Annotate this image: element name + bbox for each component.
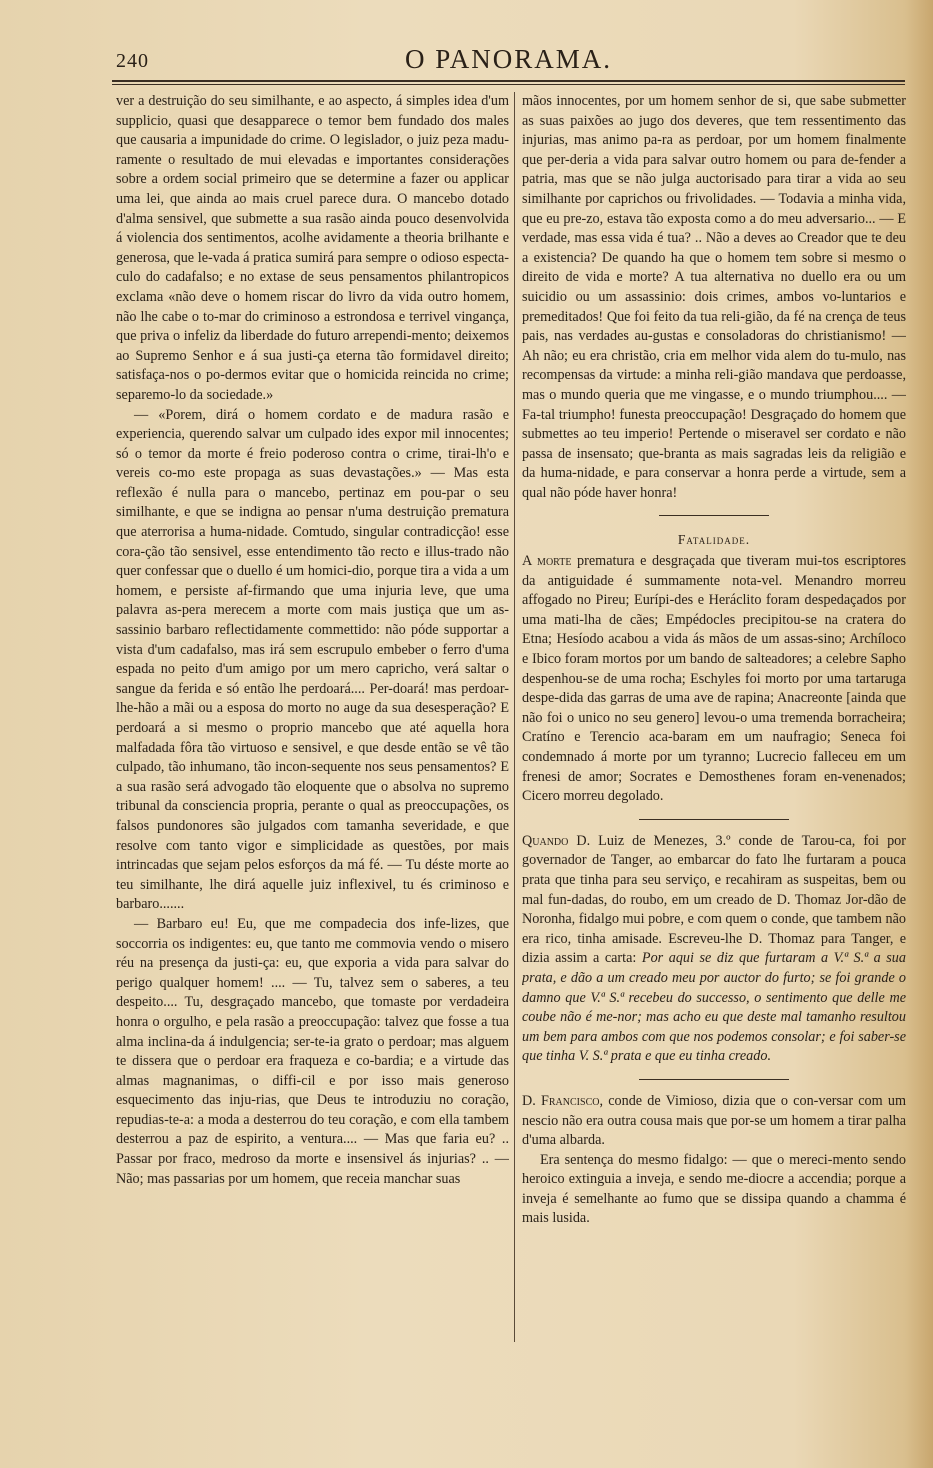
section-rule (639, 819, 789, 820)
header-rule-thin (112, 84, 905, 85)
quando-body: D. Luiz de Menezes, 3.º conde de Tarou-ca, foi por governador de Tanger, ao embarcar do fato lhe furtaram a pouca prata que tinha para seu serviço, e recahiram as suspeitas, bem ou mal fun-dadas, do roubo, em um creado de D. Thomaz Jor-dão de Noronha, fidalgo mui pobre, e com quem o conde, que tambem não era rico, tinha amisade. Escreveu-lhe D. Thomaz para Tanger, e dizia assim a carta: (522, 832, 906, 967)
francisco-paragraph-2: Era sentença do mesmo fidalgo: — que o mereci-mento sendo heroico extinguia a inveja, e sendo me-diocre a accendia; porque a inveja é semelhante ao fumo que se dissipa quando a chamma é mais lusida. (522, 1151, 906, 1227)
header-rule (112, 80, 905, 82)
left-column (116, 92, 509, 1362)
francisco-paragraph (522, 1092, 906, 1151)
section-rule (639, 1079, 789, 1080)
francisco-body: , conde de Vimioso, dizia que o con-versar com um nescio não era outra cousa mais que por-se um homem a tirar palha d'uma albarda. (522, 1092, 906, 1149)
left-paragraph-3: — Barbaro eu! Eu, que me compadecia dos infe-lizes, que soccorria os indigentes: eu, que tanto me commovia vendo o misero réu na presença da justi-ça: eu, que exporia a vida para salvar do perigo qualquer homem! .... — Tu, talvez sem o saberes, a teu despeito.... Tu, desgraçado mancebo, que tomaste por verdadeira honra o orgulho, e pela rasão a preoccupação: talvez que fosse a tua alma inclina-da á indulgencia; ser-te-ia grato o perdoar; mas alguem te dissera que o perdoar era fraqueza e co-bardia; e a virtude das almas magnanimas, o diffi-cil e por isso mais generoso esquecimento das inju-rias, que Deus te introduziu no coração, repudias-te-a: a moda a desterrou do teu coração, e com ella tambem desterrou a paz de espirito, a ventura.... — Mas que faria eu? .. Passar por fraco, medroso da morte e insensivel ás injurias? .. — Não; mas passarias por um homem, que receia manchar suas (116, 915, 509, 1187)
left-paragraph-2: — «Porem, dirá o homem cordato e de madura rasão e experiencia, querendo salvar um culpado ides expor mil innocentes; só o temor da morte é freio poderoso contra o crime, tirai-lh'o e vereis co-mo este propaga as suas devastações.» — Mas esta reflexão é nulla para o mancebo, pertinaz em pou-par o seu similhante, e que se indigna ao pensar n'uma destruição prematura que aterrorisa a huma-nidade. Comtudo, singular contradicção! esse cora-ção tão sensivel, esse entendimento tão recto e illus-trado não quer confessar que o duello é um homici-dio, porque tira a vida a um homem, e persiste af-firmando que uma injuria leve, que uma palavra as-pera merecem a morte com mais justiça que um as-sassinio barbaro reflectidamente commettido: não póde supportar a vista d'um cadafalso, mas irá sem escrupulo embeber o ferro d'uma espada no peito d'um amigo por um mero capricho, verá saltar o sangue da ferida e só então lhe perdoará.... Per-doará! mas perdoar-lhe-hão a mãi ou a esposa do morto no auge da sua desesperação? E perdoará a si mesmo o proprio mancebo que até aquella hora malfadada fôra tão virtuoso e sensivel, e que desde então se vê tão culpado, tão inhumano, tão incon-sequente nos seus pensamentos? E a sua rasão será advogado tão eloquente que o absolva no supremo tribunal da consciencia propria, perante o qual as preoccupações, os falsos pundonores são julgados com tamanha severidade, e que resolve com tanto vigor e simplicidade as questões, por mais intrincadas que sejam pelos esforços da má fé. — Tu déste morte ao teu similhante, lhe dirá aquelle juiz inflexivel, tu és criminoso e barbaro....... (116, 406, 509, 913)
column-divider (514, 92, 515, 1342)
right-paragraph-1: mãos innocentes, por um homem senhor de si, que sabe submetter as suas paixões ao jugo dos deveres, que tem ressentimento das injurias, mas animo pa-ra as perdoar, por um homem finalmente que per-deria a vida para salvar outro homem ou para de-fender a patria, mas que se não julga auctorisado para tirar a vida ao seu similhante por caprichos ou frivolidades. — Todavia a minha vida, que eu pre-zo, estava tão exposta como a do meu adversario... — E verdade, mas essa vida é tua? .. Não a deves ao Creador que te deu a existencia? De quando ha que o homem tem sobre si mesmo o direito de vida e morte? A tua alternativa no duello era ou um suicidio ou um assassinio: dois crimes, ambos vo-luntarios e premeditados! Que foi feito da tua reli-gião, da fé na crença de teus pais, nas verdades au-gustas e consoladoras do christianismo! — Ah não; eu era christão, cria em melhor vida alem do tu-mulo, nas recompensas da virtude: a minha reli-gião mandava que perdoasse, mas o mundo queria que me vingasse, e o mundo triumphou.... — Fa-tal triumpho! funesta preoccupação! Desgraçado do homem que submettes ao teu imperio! Pertende o miseravel ser cordato e não passa de insensato; que-branta as mais sagradas leis da religião e da huma-nidade, e para conservar a honra perde a virtude, sem a qual não póde haver honra! (522, 93, 906, 501)
quando-lead: Quando (522, 832, 569, 849)
section-heading-fatalidade: Fatalidade. (677, 532, 751, 548)
page-title: O PANORAMA. (404, 44, 613, 74)
right-column (522, 92, 906, 1362)
fatalidade-paragraph (522, 552, 906, 807)
page-header (112, 42, 905, 78)
francisco-lead: D. Francisco (522, 1092, 600, 1109)
quando-paragraph (522, 832, 906, 1067)
quando-letter: Por aqui se diz que furtaram a V.ª S.ª a sua prata, e dão a um creado meu por auctor do furto; se foi grande o damno que V.ª S.ª recebeu do successo, o sentimento que delle me coube não é me-nor; mas acho eu que deste mal tamanho resultou um bem para ambos com que nos podemos consolar; e foi saber-se que tinha V. S.ª prata e que eu tinha creado. (522, 950, 906, 1065)
fatalidade-body: prematura e desgraçada que tiveram mui-tos escriptores da antiguidade é summamente nota-vel. Menandro morreu affogado no Pireu; Eurípi-des e Heráclito foram despedaçados por uma mati-lha de cães; Empédocles precipitou-se na cratera do Etna; Hesíodo acabou a vida ás mãos de um assas-sino; Archíloco e Ibico foram mortos por um bando de salteadores; a celebre Sapho despenhou-se de uma rocha; Eschyles foi morto por uma tartaruga despe-dida das garras de uma ave de rapina; Anacreonte [ainda que não foi o unico no seu genero] levou-o uma tremenda borracheira; Cratíno e Terencio aca-baram em um naufragio; Seneca foi condemnado á morte por um tyranno; Lucrecio falleceu em um frenesi de amor; Socrates e Demosthenes foram en-venenados; Cicero morreu degolado. (522, 553, 906, 805)
section-rule (659, 515, 769, 516)
left-paragraph-1: ver a destruição do seu similhante, e ao aspecto, á simples idea d'um supplicio, quasi que desapparece o temor bem fundado dos males que causaria a impunidade do crime. O legislador, o juiz peza madu-ramente o resultado de mui elevadas e importantes considerações sobre a ordem social primeiro que se determine a fazer ou applicar uma lei, que ainda ao mais cruel parece dura. O mancebo dotado d'alma sensivel, que submette a sua rasão ainda pouco desenvolvida á violencia dos sentimentos, acolhe avidamente a theoria brilhante e generosa, que le-vada á pratica sumirá para sempre o odioso especta-culo do cadafalso; e no extase de seus pensamentos philantropicos exclama «não deve o homem riscar do livro da vida outro homem, não lhe cabe o to-mar do criminoso a estrondosa e terrivel vingança, que priva o infeliz da liberdade do futuro arrependi-mento; deixemos ao Supremo Senhor e á sua justi-ça eterna tão formidavel direito; satisfaça-nos o po-dermos evitar que o homicida reincida no crime; separemo-lo da sociedade.» (116, 93, 509, 403)
page-number: 240 (116, 50, 149, 72)
fatalidade-lead: A morte (522, 553, 572, 570)
